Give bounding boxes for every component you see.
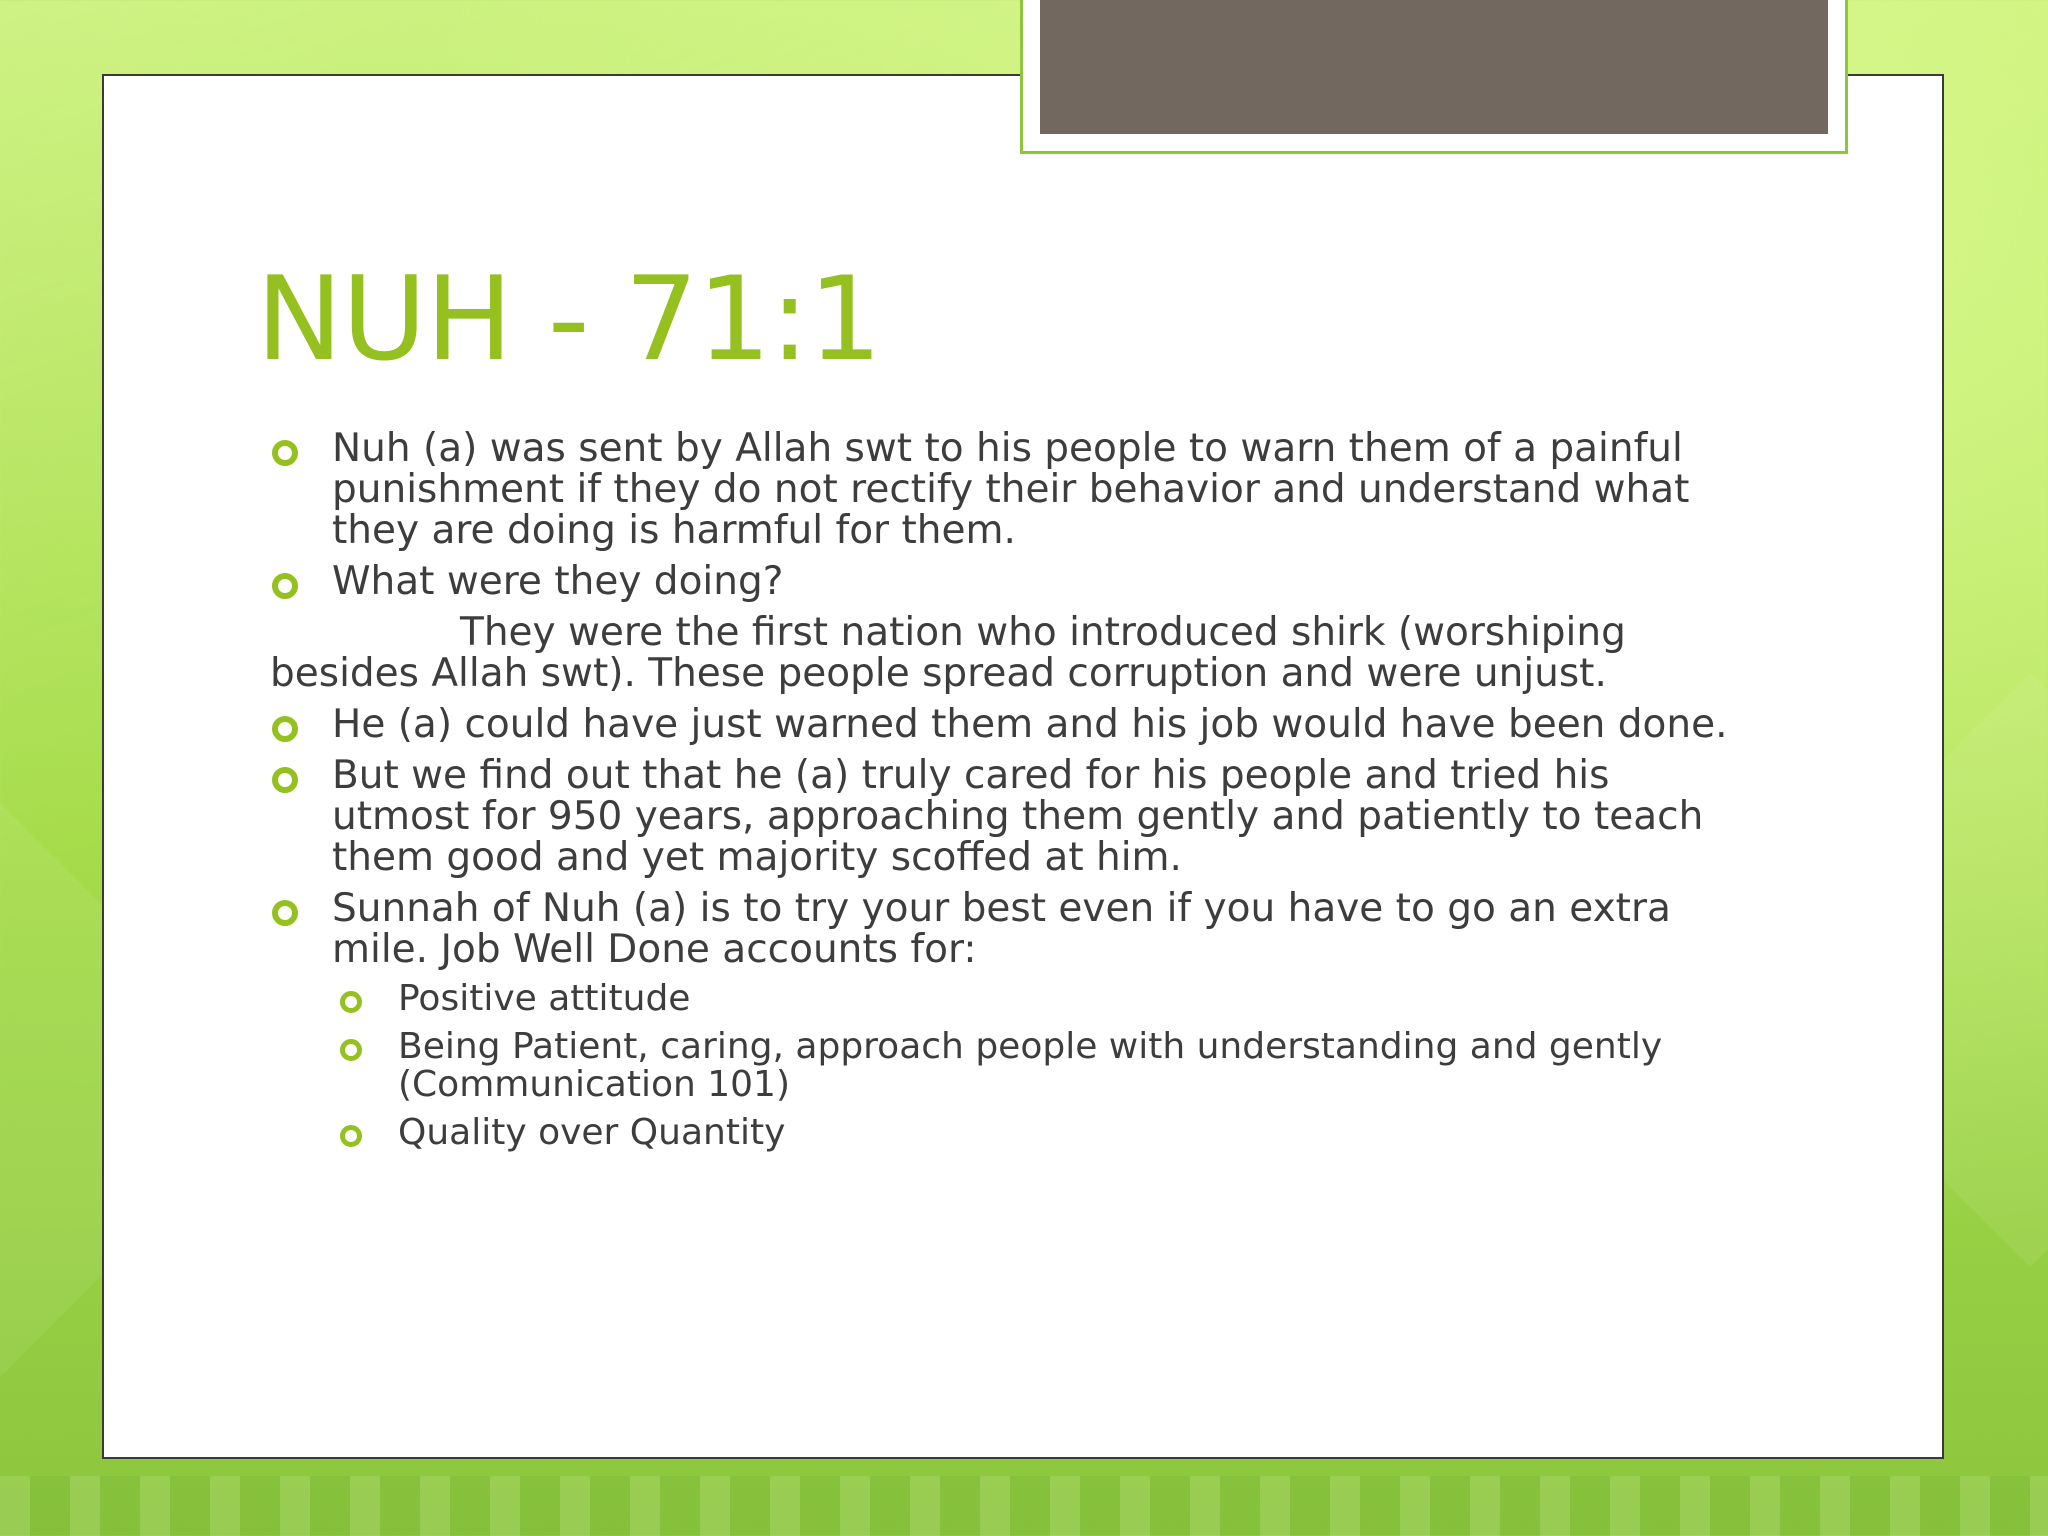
- bullet-text: He (a) could have just warned them and his job would have been done.: [332, 702, 1728, 747]
- ring-bullet-icon: [340, 1125, 362, 1147]
- bullet-text: What were they doing?: [332, 559, 784, 604]
- ring-bullet-icon: [272, 440, 298, 466]
- sub-bullet-text: Quality over Quantity: [398, 1112, 786, 1153]
- bullet-item: [268, 888, 1748, 970]
- body-paragraph: They were the first nation who introduced shirk (worshiping besides Allah swt). These people spread corruption and were unjust.: [270, 610, 1626, 696]
- bullet-text: Nuh (a) was sent by Allah swt to his people to warn them of a painful punishment if they do not rectify their behavior and understand what they are doing is harmful for them.: [332, 426, 1690, 553]
- slide-body: [268, 428, 1748, 1162]
- sub-bullet-item: [268, 980, 1748, 1018]
- sub-bullet-item: [268, 1114, 1748, 1152]
- ring-bullet-icon: [340, 1039, 362, 1061]
- slide-title: NUH - 71:1: [256, 252, 881, 387]
- ring-bullet-icon: [272, 900, 298, 926]
- sub-bullet-text: Positive attitude: [398, 978, 691, 1019]
- bullet-item: [268, 704, 1748, 745]
- ring-bullet-icon: [272, 573, 298, 599]
- bullet-item: [268, 428, 1748, 551]
- ring-bullet-icon: [272, 767, 298, 793]
- background-stripes: [0, 1476, 2048, 1536]
- sub-bullet-text: Being Patient, caring, approach people with understanding and gently (Communication 101): [398, 1026, 1663, 1105]
- bullet-item: [268, 755, 1748, 878]
- bullet-item: [268, 561, 1748, 602]
- bullet-text: Sunnah of Nuh (a) is to try your best even if you have to go an extra mile. Job Well Done accounts for:: [332, 886, 1671, 972]
- header-tab: [1040, 0, 1828, 134]
- ring-bullet-icon: [272, 716, 298, 742]
- sub-bullet-item: [268, 1028, 1748, 1104]
- ring-bullet-icon: [340, 991, 362, 1013]
- bullet-text: But we find out that he (a) truly cared for his people and tried his utmost for 950 years, approaching them gently and patiently to teach them good and yet majority scoffed at him.: [332, 753, 1704, 880]
